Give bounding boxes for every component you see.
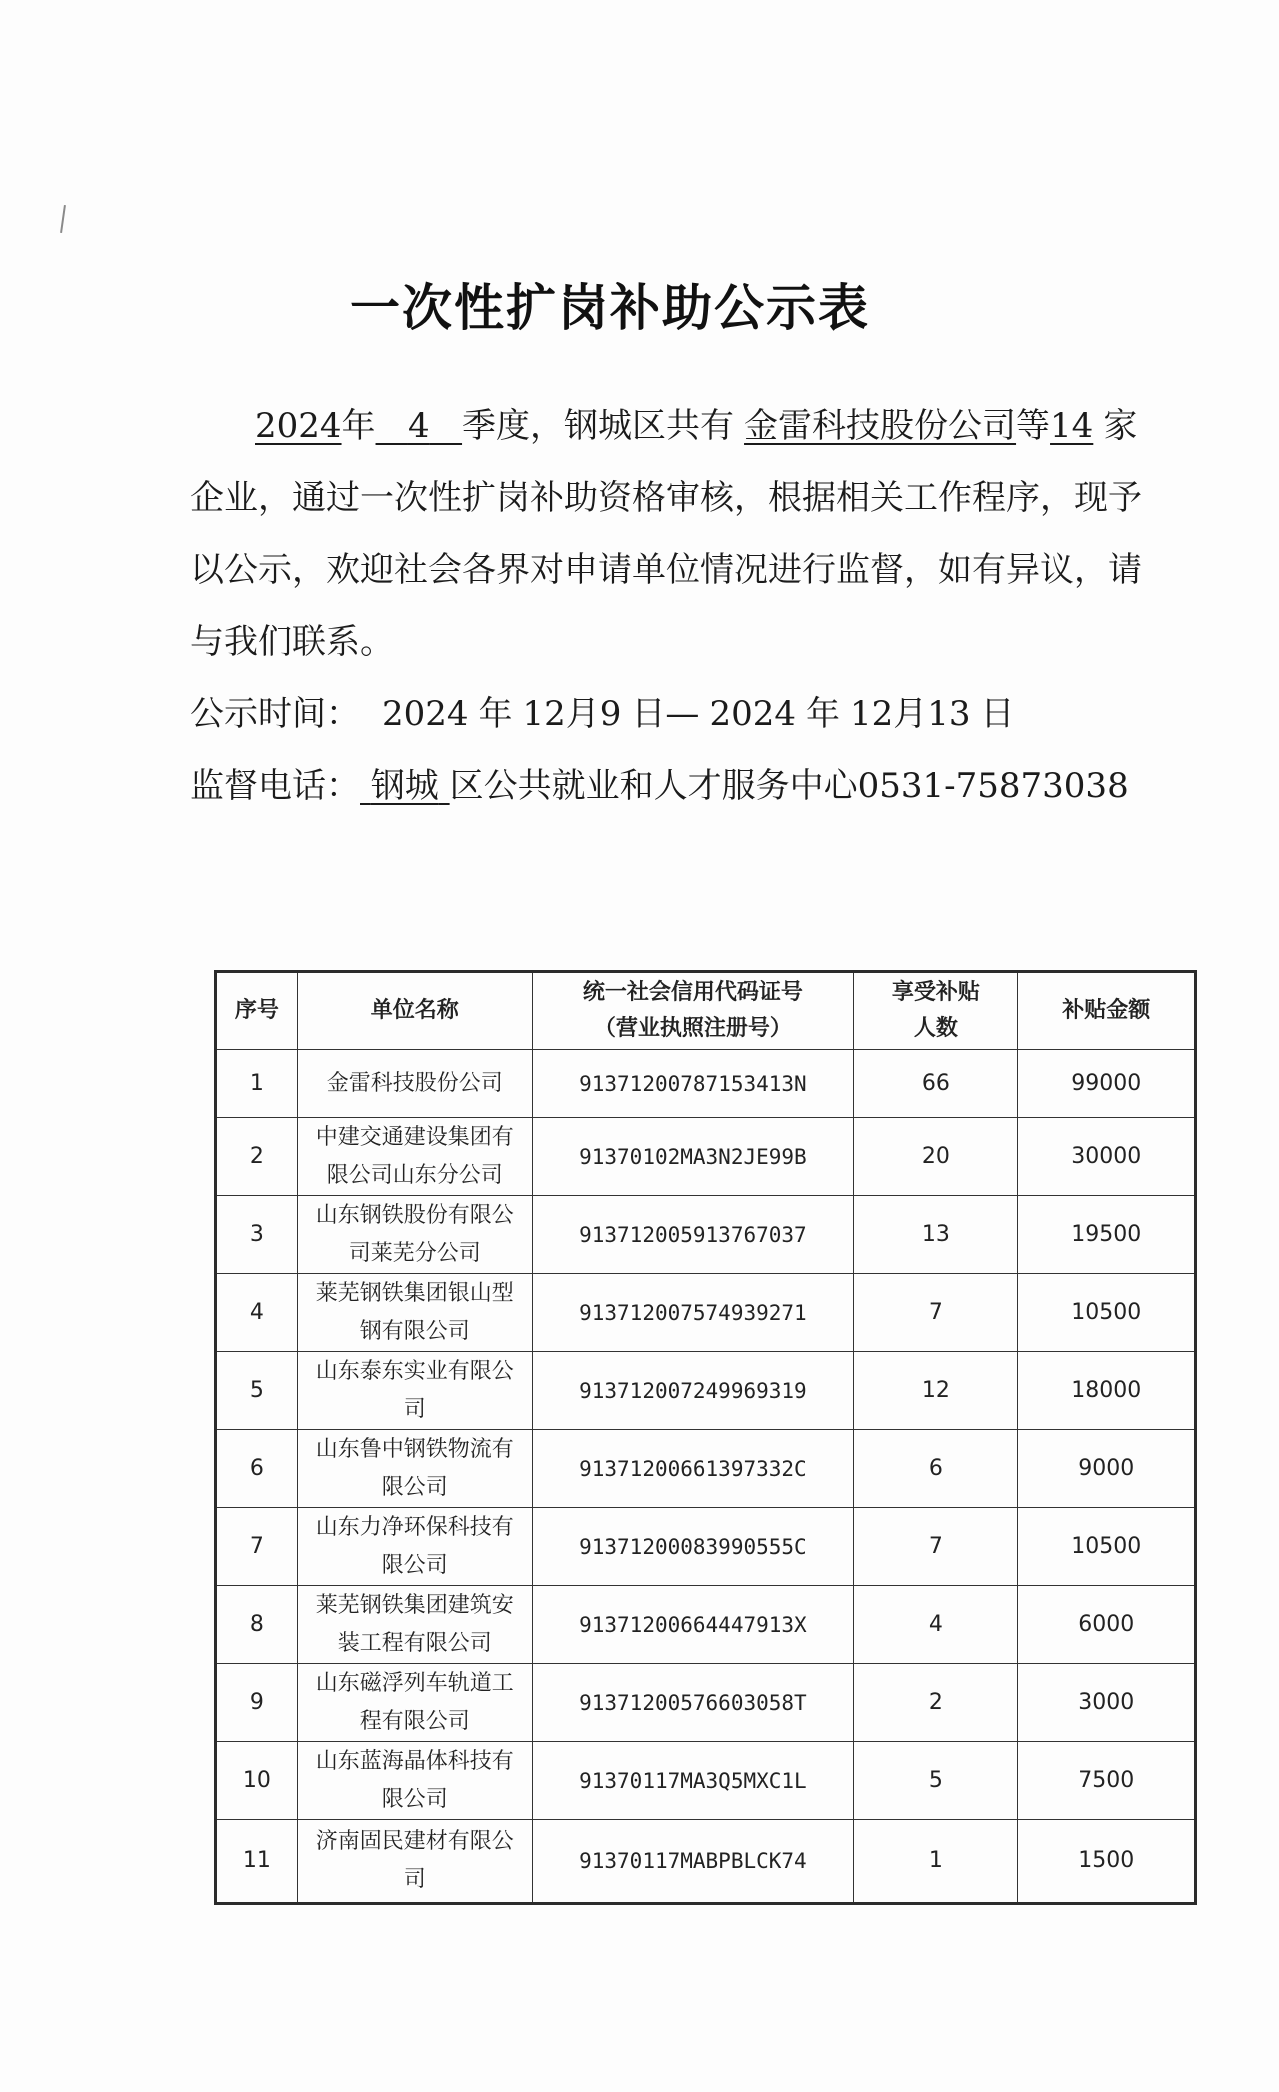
row-people-count: 66 <box>854 1050 1018 1118</box>
table-row <box>216 1050 1196 1118</box>
intro-quarter-suffix: 季度，钢城区共有 <box>462 406 735 446</box>
company-name-line-1: 山东力净环保科技有 <box>315 1514 514 1540</box>
table-row <box>216 1586 1196 1664</box>
row-credit-code: 91371200787153413N <box>532 1050 854 1118</box>
publicity-period <box>190 686 1015 735</box>
company-name-line-2: 钢有限公司 <box>359 1318 470 1344</box>
phone-number: 0531-75873038 <box>857 766 1129 806</box>
company-name-line-2: 程有限公司 <box>359 1708 470 1734</box>
row-people-count: 6 <box>854 1430 1018 1508</box>
subsidy-table <box>214 970 1197 1905</box>
document-title: 一次性扩岗补助公示表 <box>350 278 870 337</box>
company-name-line-2: 限公司 <box>381 1786 448 1812</box>
company-name-line-2: 限公司 <box>381 1474 448 1500</box>
row-no: 3 <box>216 1196 298 1274</box>
row-no: 2 <box>216 1118 298 1196</box>
phone-label: 监督电话： <box>190 766 360 806</box>
row-people-count: 2 <box>854 1664 1018 1742</box>
row-credit-code: 91370102MA3N2JE99B <box>532 1118 854 1196</box>
scan-mark <box>60 205 66 233</box>
company-name-line-1: 山东蓝海晶体科技有 <box>315 1748 514 1774</box>
row-company-name <box>297 1352 532 1430</box>
table-row <box>216 1274 1196 1352</box>
company-name-line-1: 山东钢铁股份有限公 <box>315 1202 514 1228</box>
row-no: 6 <box>216 1430 298 1508</box>
row-subsidy-amount: 10500 <box>1018 1508 1196 1586</box>
row-subsidy-amount: 99000 <box>1018 1050 1196 1118</box>
company-name-line-2: 司 <box>403 1867 426 1892</box>
row-no: 5 <box>216 1352 298 1430</box>
company-name-line-1: 莱芜钢铁集团建筑安 <box>315 1592 514 1618</box>
period-ri-2: 日 <box>980 694 1015 734</box>
header-amount: 补贴金额 <box>1018 972 1196 1050</box>
row-subsidy-amount: 3000 <box>1018 1664 1196 1742</box>
intro-line-1 <box>255 398 1137 447</box>
company-name-line-2: 司莱芜分公司 <box>348 1240 481 1266</box>
intro-year: 2024 <box>255 406 342 446</box>
row-no: 7 <box>216 1508 298 1586</box>
period-end-md: 12月13 <box>849 694 971 734</box>
row-company-name <box>297 1196 532 1274</box>
row-company-name <box>297 1508 532 1586</box>
row-subsidy-amount: 10500 <box>1018 1274 1196 1352</box>
row-subsidy-amount: 18000 <box>1018 1352 1196 1430</box>
row-people-count: 13 <box>854 1196 1018 1274</box>
period-nian-1: 年 <box>478 694 513 734</box>
row-subsidy-amount: 1500 <box>1018 1820 1196 1904</box>
row-no: 10 <box>216 1742 298 1820</box>
row-people-count: 7 <box>854 1274 1018 1352</box>
intro-line-2: 企业，通过一次性扩岗补助资格审核，根据相关工作程序，现予 <box>190 478 1142 518</box>
company-name-line-1: 山东泰东实业有限公 <box>315 1358 514 1384</box>
company-name-line-1: 济南固民建材有限公 <box>315 1829 514 1854</box>
row-no: 1 <box>216 1050 298 1118</box>
intro-deng: 等 <box>1016 406 1051 446</box>
row-subsidy-amount: 9000 <box>1018 1430 1196 1508</box>
intro-year-suffix: 年 <box>341 406 376 446</box>
company-name-line-2: 限公司山东分公司 <box>326 1162 503 1188</box>
row-subsidy-amount: 19500 <box>1018 1196 1196 1274</box>
company-name-line-1: 山东鲁中钢铁物流有 <box>315 1436 514 1462</box>
row-people-count: 5 <box>854 1742 1018 1820</box>
row-company-name <box>297 1050 532 1118</box>
table-row <box>216 1430 1196 1508</box>
row-credit-code: 913712007249969319 <box>532 1352 854 1430</box>
row-subsidy-amount: 7500 <box>1018 1742 1196 1820</box>
period-end-year: 2024 <box>709 694 796 734</box>
row-company-name <box>297 1742 532 1820</box>
row-subsidy-amount: 6000 <box>1018 1586 1196 1664</box>
table-row <box>216 1118 1196 1196</box>
period-nian-2: 年 <box>805 694 840 734</box>
intro-line-4: 与我们联系。 <box>190 622 394 662</box>
table-row <box>216 1742 1196 1820</box>
row-credit-code: 913712005913767037 <box>532 1196 854 1274</box>
intro-line-3: 以公示，欢迎社会各界对申请单位情况进行监督，如有异议，请 <box>190 550 1142 590</box>
row-people-count: 20 <box>854 1118 1018 1196</box>
phone-center: 区公共就业和人才服务中心 <box>449 766 858 806</box>
intro-quarter-underline <box>376 406 463 446</box>
company-name-line-2: 装工程有限公司 <box>337 1630 492 1656</box>
company-name-line-2: 司 <box>403 1396 426 1422</box>
header-row <box>216 972 1196 1050</box>
header-people-line-1: 享受补贴 <box>891 980 980 1005</box>
period-label: 公示时间： <box>190 694 360 734</box>
company-name-line-1: 金雷科技股份公司 <box>326 1070 503 1096</box>
row-people-count: 4 <box>854 1586 1018 1664</box>
header-people <box>854 972 1018 1050</box>
phone-district-underline <box>360 766 450 806</box>
row-company-name <box>297 1586 532 1664</box>
period-start-md: 12月9 <box>522 694 622 734</box>
table-row <box>216 1820 1196 1904</box>
header-code <box>532 972 854 1050</box>
row-no: 4 <box>216 1274 298 1352</box>
row-company-name <box>297 1820 532 1904</box>
intro-jia: 家 <box>1103 406 1138 446</box>
table-body <box>216 1050 1196 1904</box>
header-no: 序号 <box>216 972 298 1050</box>
table-row <box>216 1196 1196 1274</box>
phone-district: 钢城 <box>370 766 439 806</box>
row-credit-code: 913712007574939271 <box>532 1274 854 1352</box>
row-company-name <box>297 1274 532 1352</box>
period-start-year: 2024 <box>382 694 469 734</box>
row-people-count: 7 <box>854 1508 1018 1586</box>
row-credit-code: 91371200083990555C <box>532 1508 854 1586</box>
table-row <box>216 1352 1196 1430</box>
row-no: 9 <box>216 1664 298 1742</box>
row-no: 11 <box>216 1820 298 1904</box>
company-name-line-1: 中建交通建设集团有 <box>315 1124 514 1150</box>
row-subsidy-amount: 30000 <box>1018 1118 1196 1196</box>
row-credit-code: 91370117MA3Q5MXC1L <box>532 1742 854 1820</box>
row-no: 8 <box>216 1586 298 1664</box>
row-credit-code: 91371200664447913X <box>532 1586 854 1664</box>
row-credit-code: 91371200661397332C <box>532 1430 854 1508</box>
header-people-line-2: 人数 <box>913 1016 958 1041</box>
intro-quarter: 4 <box>407 406 430 446</box>
intro-count: 14 <box>1050 406 1094 446</box>
intro-company: 金雷科技股份公司 <box>744 406 1017 446</box>
header-name: 单位名称 <box>297 972 532 1050</box>
row-people-count: 12 <box>854 1352 1018 1430</box>
company-name-line-1: 莱芜钢铁集团银山型 <box>315 1280 514 1306</box>
row-credit-code: 91371200576603058T <box>532 1664 854 1742</box>
header-code-line-2: （营业执照注册号） <box>593 1016 792 1041</box>
table-row <box>216 1508 1196 1586</box>
row-company-name <box>297 1430 532 1508</box>
period-ri-1: 日— <box>631 694 700 734</box>
supervision-phone <box>190 758 1129 807</box>
row-credit-code: 91370117MABPBLCK74 <box>532 1820 854 1904</box>
row-company-name <box>297 1118 532 1196</box>
row-people-count: 1 <box>854 1820 1018 1904</box>
company-name-line-1: 山东磁浮列车轨道工 <box>315 1670 514 1696</box>
table-header <box>216 972 1196 1050</box>
company-name-line-2: 限公司 <box>381 1552 448 1578</box>
table-row <box>216 1664 1196 1742</box>
header-code-line-1: 统一社会信用代码证号 <box>582 980 803 1005</box>
row-company-name <box>297 1664 532 1742</box>
